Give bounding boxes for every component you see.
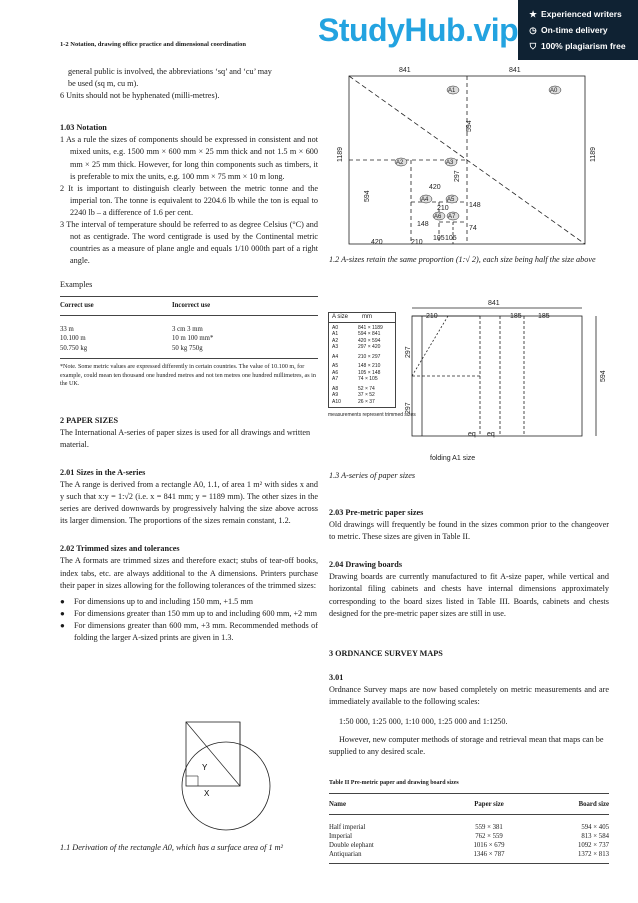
- svg-text:210: 210: [411, 239, 423, 246]
- a-size-table: A size mm A0 841 × 1189 A1 594 × 841 A2 420 × 594 A3 297 × 420 A4 210 × 297 A5 148 × 210 A6 105 × 148 A7 74 × 105 A8 52 × 74 A9 37 × 52 A10 26 × 37 measurements represent trimmed sizes: [328, 312, 396, 419]
- svg-text:185: 185: [538, 313, 550, 320]
- svg-text:420: 420: [429, 184, 441, 191]
- examples-table: Correct use Incorrect use: [60, 301, 211, 309]
- section-title: 3 ORDNANCE SURVEY MAPS: [329, 648, 443, 658]
- table-2: Table II Pre-metric paper and drawing board sizes Name Paper size Board size Half imperial 559 × 381 594 × 405 Imperial 762 × 559 813 × 584 Double elephant 1016 × 679 1092 × 737 Antiquarian 1346 × 787 1372 × 813: [329, 780, 609, 864]
- svg-text:eq: eq: [468, 431, 476, 438]
- a-size-row: A0 841 × 1189: [332, 324, 383, 331]
- section-title: 3.01: [329, 672, 344, 682]
- section-text: The A range is derived from a rectangle A0, 1.1, of area 1 m² with sides x and y such that x:y = 1:√2 (i.e. x = 841 mm; y = 1189 mm). The other sizes in the series are derived downwards by progressively halving the size above across its larger dimension. The proportions of the sizes remain constant, 1.2.: [60, 479, 318, 526]
- fig11-diagonal: [186, 722, 240, 786]
- svg-text:A1: A1: [448, 88, 456, 94]
- a-size-row: A4 210 × 297: [332, 353, 381, 360]
- svg-text:148: 148: [469, 202, 481, 209]
- svg-text:210: 210: [426, 313, 438, 320]
- bullet-item: ● For dimensions up to and including 150 mm, +1.5 mm: [60, 596, 318, 608]
- section-text: However, new computer methods of storage and retrieval mean that maps can be supplied to any desired scale.: [329, 735, 604, 757]
- examples-title: Examples: [60, 280, 93, 290]
- table-row: Double elephant 1016 × 679 1092 × 737: [329, 842, 609, 849]
- svg-text:594: 594: [466, 120, 473, 132]
- a-size-row: A9 37 × 52: [332, 392, 375, 398]
- experienced-icon: ★: [529, 9, 537, 19]
- svg-text:1189: 1189: [590, 146, 597, 162]
- svg-text:594: 594: [364, 190, 371, 202]
- section-title: 2.02 Trimmed sizes and tolerances: [60, 544, 180, 554]
- a-size-row: A1 594 × 841: [332, 331, 381, 337]
- table-row: 10.100 m 10 m 100 mm*: [60, 335, 214, 343]
- section-text: Old drawings will frequently be found in the sizes common prior to the changeover to metric. These sizes are given in Table II.: [329, 520, 609, 542]
- a-size-note: measurements represent trimmed sizes: [328, 412, 416, 418]
- a-size-row: A8 52 × 74: [332, 385, 375, 392]
- svg-text:420: 420: [371, 239, 383, 246]
- notation-item: 3 The interval of temperature should be referred to as degree Celsius (°C) and not as centigrade. The word centigrade is used by the Continental metric countries as a measure of plane angle and equals 1/10 000th part of a right angle.: [60, 220, 318, 266]
- item-6: 6 Units should not be hyphenated (milli-metres).: [60, 91, 220, 101]
- table-row: 50.750 kg 50 kg 750g: [60, 344, 203, 352]
- a-size-row: A6 105 × 148: [332, 369, 381, 376]
- bullet-item: ● For dimensions greater than 600 mm, +3 mm. Recommended methods of folding the larger A-sized prints are given in 1.3.: [60, 620, 318, 644]
- svg-text:eq: eq: [487, 431, 495, 438]
- running-header: 1-2 Notation, drawing office practice and dimensional coordination: [60, 41, 246, 48]
- svg-text:841: 841: [488, 300, 500, 307]
- svg-text:A5: A5: [447, 197, 455, 203]
- figure-1-3-folding: [400, 296, 610, 446]
- table-2-title: Table II Pre-metric paper and drawing board sizes: [329, 780, 459, 786]
- figure-1-3-caption: 1.3 A-series of paper sizes: [329, 471, 416, 480]
- svg-text:185: 185: [510, 313, 522, 320]
- bullet-item: ● For dimensions greater than 150 mm up to and including 600 mm, +2 mm: [60, 608, 318, 620]
- svg-text:A0: A0: [550, 88, 558, 94]
- left-column: [60, 66, 318, 644]
- svg-text:594: 594: [600, 370, 607, 382]
- examples-body: [60, 325, 318, 354]
- table-row: Antiquarian 1346 × 787 1372 × 813: [329, 851, 609, 858]
- svg-text:297: 297: [405, 346, 412, 358]
- shield-icon: ⛉: [529, 41, 537, 51]
- table-note: *Note. Some metric values are expressed differently in certain countries. The value of 10.100 m, for example, could mean ten thousand one hundred metres and not ten metres one hundred millimetres, as in the UK.: [60, 364, 316, 388]
- intro-line: be used (sq m, cu m).: [68, 79, 139, 89]
- a-size-row: A3 297 × 420: [332, 344, 381, 350]
- a-size-row: A7 74 × 105: [332, 376, 378, 382]
- table-row: 33 m 3 cm 3 mm: [60, 325, 203, 333]
- notation-item: 1 As a rule the sizes of components should be expressed in consistent and not mixed units, e.g. 1500 mm × 600 mm × 25 mm thick and not 1.5 m × 600 mm × 25 mm thick. However, for long thin components such as timbers, it is preferable to mix the units, e.g. 100 mm × 75 mm × 10 m long.: [60, 135, 318, 181]
- fig11-label-y: Y: [202, 763, 208, 772]
- section-text: The A formats are trimmed sizes and therefore exact; stubs of tear-off books, index tabs, etc. are always additional to the A dimensions. Printers purchase their paper in sizes allowing for the following tolerances of the trimmed sizes:: [60, 556, 318, 590]
- svg-text:105: 105: [433, 235, 445, 242]
- section-text: Ordnance Survey maps are now based completely on metric measurements and are immediately available to the following scales:: [329, 684, 609, 707]
- figure-1-2-caption: 1.2 A-sizes retain the same proportion (1:√ 2), each size being half the size above: [329, 255, 596, 264]
- a-size-row: A5 148 × 210: [332, 363, 381, 369]
- banner-features: ★ Experienced writers ◷ On-time delivery ⛉ 100% plagiarism free: [528, 6, 626, 54]
- svg-text:297: 297: [405, 402, 412, 414]
- svg-text:A2: A2: [396, 160, 404, 166]
- scales-list: 1:50 000, 1:25 000, 1:10 000, 1:25 000 and 1:1250.: [339, 717, 508, 727]
- studyhub-logo[interactable]: StudyHub.vip: [318, 0, 518, 60]
- table-row: Half imperial 559 × 381 594 × 405: [329, 824, 609, 831]
- intro-line: general public is involved, the abbreviations ‘sq’ and ‘cu’ may: [68, 67, 272, 76]
- svg-text:297: 297: [454, 170, 461, 182]
- svg-text:1189: 1189: [337, 146, 344, 162]
- notation-item: 2 It is important to distinguish clearly between the metric tonne and the imperial ton. The tonne is equivalent to 2204.6 lb while the ton is equal to 2240 lb – a difference of 1.6 per cent.: [60, 183, 318, 217]
- figure-1-1: [140, 700, 310, 835]
- svg-text:A4: A4: [421, 197, 429, 203]
- section-text: The International A-series of paper sizes is used for all drawings and written material.: [60, 427, 311, 449]
- right-column: [329, 507, 609, 758]
- a-size-row: A2 420 × 594: [332, 337, 381, 344]
- section-title: 2.03 Pre-metric paper sizes: [329, 508, 424, 517]
- svg-text:A7: A7: [448, 214, 456, 220]
- section-text: Drawing boards are currently manufactured to fit A-size paper, while vertical and horizontal filing cabinets and chests have internal dimensions approximately corresponding to the board sizes listed in Table III. Boards, cabinets and chests designed for the pre-metric paper sizes are still in use.: [329, 572, 609, 618]
- section-title: 1.03 Notation: [60, 123, 107, 133]
- section-title: 2.04 Drawing boards: [329, 560, 403, 570]
- section-title: 2.01 Sizes in the A-series: [60, 467, 146, 477]
- svg-text:74: 74: [469, 225, 477, 232]
- svg-text:A3: A3: [446, 160, 454, 166]
- figure-1-1-caption: 1.1 Derivation of the rectangle A0, which has a surface area of 1 m²: [60, 843, 283, 852]
- folding-label: folding A1 size: [430, 455, 476, 462]
- svg-text:105: 105: [445, 235, 457, 242]
- a-size-row: A10 26 × 37: [332, 398, 375, 405]
- svg-text:841: 841: [399, 67, 411, 74]
- figure-1-2: [329, 62, 599, 250]
- svg-text:A6: A6: [434, 214, 442, 220]
- svg-text:148: 148: [417, 221, 429, 228]
- svg-text:210: 210: [437, 205, 449, 212]
- section-title: 2 PAPER SIZES: [60, 415, 119, 425]
- svg-text:841: 841: [509, 67, 521, 74]
- clock-icon: ◷: [529, 25, 537, 35]
- fig11-label-x: X: [204, 789, 210, 798]
- table-row: Imperial 762 × 559 813 × 584: [329, 833, 609, 840]
- studyhub-banner[interactable]: [318, 0, 638, 60]
